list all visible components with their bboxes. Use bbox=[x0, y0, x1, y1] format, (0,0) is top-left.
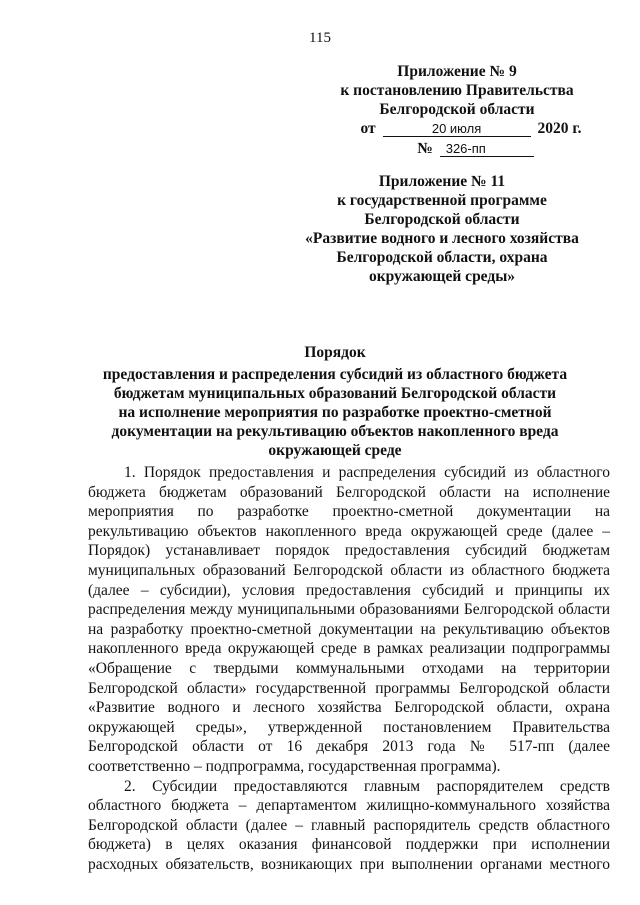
appendix-11-title: Приложение № 11 bbox=[378, 173, 506, 190]
document-heading: Порядок bbox=[304, 344, 366, 361]
number-prefix: № bbox=[417, 140, 433, 157]
document-title-line: документации на рекультивацию объектов накопленного вреда bbox=[111, 423, 559, 440]
document-body bbox=[88, 463, 610, 874]
document-title-line: бюджетам муниципальных образований Белгородской области bbox=[113, 385, 557, 402]
appendix-9-line: Белгородской области bbox=[379, 101, 535, 118]
appendix-11-line: «Развитие водного и лесного хозяйства bbox=[305, 230, 579, 247]
paragraph-2: 2. Субсидии предоставляются главным распорядителем средств областного бюджета – департаментом жилищно-коммунального хозяйства Белгородской области (далее – главный распорядитель средств областного бюджета) в целях оказания финансовой поддержки при исполнении расходных обязательств, возникающих при выполнении органами местного bbox=[88, 777, 610, 873]
number-value: 326-пп bbox=[440, 141, 534, 157]
appendix-9-number-line bbox=[330, 139, 584, 158]
document-title bbox=[80, 343, 590, 460]
document-title-line: окружающей среде bbox=[268, 442, 402, 459]
page-number: 115 bbox=[309, 30, 331, 46]
appendix-9-title: Приложение № 9 bbox=[397, 63, 517, 80]
appendix-11-line: окружающей среды» bbox=[368, 268, 516, 285]
appendix-11-line: к государственной программе bbox=[337, 192, 547, 209]
appendix-9-line: к постановлению Правительства bbox=[340, 82, 574, 99]
appendix-11-line: Белгородской области bbox=[364, 211, 520, 228]
document-title-line: на исполнение мероприятия по разработке проектно-сметной bbox=[118, 404, 552, 421]
appendix-11-line: Белгородской области, охрана bbox=[336, 249, 548, 266]
paragraph-1: 1. Порядок предоставления и распределения субсидий из областного бюджета бюджетам образований Белгородской области на исполнение мероприятия по разработке проектно-сметной документации на рекультивацию объектов накопленного вреда окружающей среде (далее – Порядок) устанавливает порядок предоставления субсидий бюджетам муниципальных образований Белгородской области из областного бюджета (далее – субсидии), условия предоставления субсидий и принципы их распределения между муниципальными образованиями Белгородской области на разработку проектно-сметной документации на рекультивацию объектов накопленного вреда окружающей среде в рамках реализации подпрограммы «Обращение с твердыми коммунальными отходами на территории Белгородской области» государственной программы Белгородской области «Развитие водного и лесного хозяйства Белгородской области, охрана окружающей среды», утвержденной постановлением Правительства Белгородской области от 16 декабря 2013 года № 517-пп (далее соответственно – подпрограмма, государственная программа). bbox=[88, 464, 610, 775]
appendix-11-block bbox=[300, 172, 584, 286]
date-suffix: 2020 г. bbox=[537, 120, 582, 137]
date-value: 20 июля bbox=[383, 121, 531, 137]
appendix-9-block bbox=[330, 62, 584, 158]
document-title-line: предоставления и распределения субсидий из областного бюджета bbox=[102, 366, 568, 383]
appendix-9-date-line bbox=[330, 119, 584, 138]
date-prefix: от bbox=[360, 120, 376, 137]
